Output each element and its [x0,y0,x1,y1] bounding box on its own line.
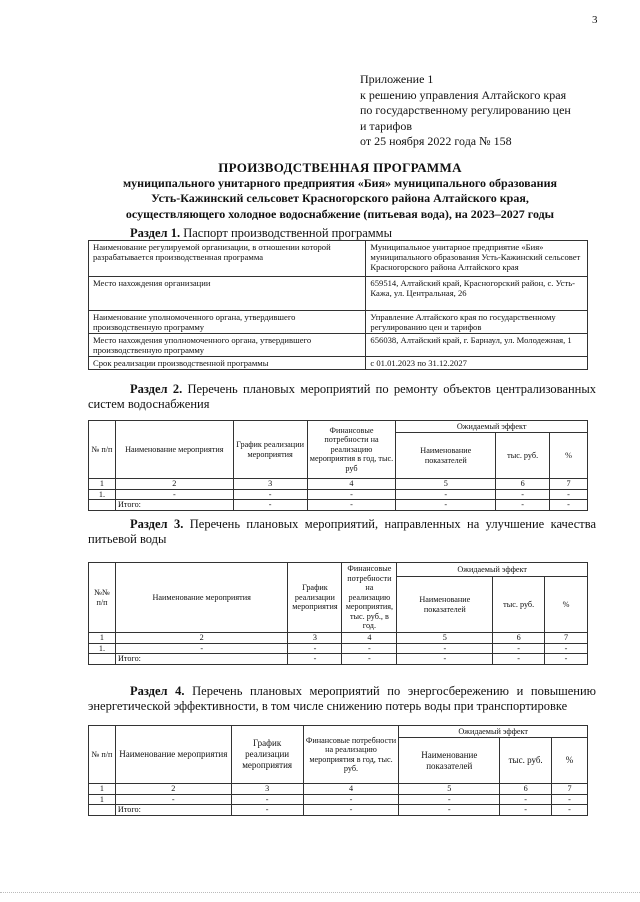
section3-label: Раздел 3. [130,517,184,531]
title-line-3: Усть-Кажинский сельсовет Красногорского района Алтайского края, [151,191,529,205]
table-cell: - [493,654,545,665]
table-cell: - [233,489,307,500]
column-number: 7 [545,633,588,644]
table-cell: - [399,805,500,816]
column-number: 3 [288,633,342,644]
table-cell: - [303,805,399,816]
header-effect: Ожидаемый эффект [399,726,588,738]
passport-table [88,240,588,370]
appendix-line: и тарифов [360,118,413,133]
section1-heading [130,226,392,241]
table-cell: 659514, Алтайский край, Красногорский район, с. Усть-Кажа, ул. Центральная, 26 [366,277,588,311]
column-number: 6 [493,633,545,644]
header-indicators: Наименование показателей [399,738,500,784]
header-name: Наименование мероприятия [115,726,231,784]
table-row [89,489,588,500]
header-num: №№ п/п [89,563,116,633]
table-row [89,643,588,654]
header-thousand: тыс. руб. [496,433,550,479]
section1-label: Раздел 1. [130,226,181,240]
table-cell: - [288,643,342,654]
table-cell: Наименование уполномоченного органа, утвердившего производственную программу [89,311,366,334]
section4-table [88,725,588,816]
table-cell: - [396,489,496,500]
table-row-total [89,500,588,511]
table-cell: - [550,489,588,500]
column-number: 4 [307,479,396,490]
table-cell: - [307,489,396,500]
table-cell: 1. [89,643,116,654]
section3-heading [88,517,596,547]
header-name: Наименование мероприятия [115,563,288,633]
column-number: 5 [399,784,500,795]
column-number: 1 [89,633,116,644]
title-line-1: ПРОИЗВОДСТВЕННАЯ ПРОГРАММА [218,160,462,175]
table-cell: - [231,794,303,805]
header-num: № п/п [89,726,116,784]
section2-table [88,420,588,511]
table-cell: - [231,805,303,816]
table-cell: Место нахождения организации [89,277,366,311]
header-thousand: тыс. руб. [493,577,545,633]
column-number: 5 [396,479,496,490]
header-finance: Финансовые потребности на реализацию мероприятия, тыс. руб., в год. [342,563,397,633]
page-bottom-divider [0,892,640,893]
title-line-2: муниципального унитарного предприятия «Бия» муниципального образования [123,175,557,190]
page-number: 3 [592,14,598,26]
empty-cell [89,500,116,511]
table-cell: - [545,654,588,665]
column-number: 7 [552,784,588,795]
column-number: 1 [89,784,116,795]
table-cell: - [399,794,500,805]
table-cell: - [396,500,496,511]
column-number: 2 [115,784,231,795]
document-title [60,160,620,222]
column-number: 2 [115,479,233,490]
table-cell: - [545,643,588,654]
section2-text: Перечень плановых мероприятий по ремонту объектов централизованных систем водоснабжения [88,382,596,411]
table-row-total [89,805,588,816]
column-number: 6 [496,479,550,490]
column-number: 4 [342,633,397,644]
column-number: 2 [115,633,288,644]
header-percent: % [552,738,588,784]
table-row [89,311,588,334]
table-cell: Наименование регулируемой организации, в отношении которой разрабатывается производственная программа [89,241,366,277]
table-cell: - [288,654,342,665]
empty-cell [89,654,116,665]
table-row [89,794,588,805]
table-cell: - [303,794,399,805]
table-cell: - [493,643,545,654]
table-cell: - [496,489,550,500]
section2-heading [88,382,596,412]
appendix-line: от 25 ноября 2022 года № 158 [360,134,512,148]
table-cell: - [307,500,396,511]
table-cell: - [496,500,550,511]
section4-heading [88,684,596,714]
column-number: 1 [89,479,116,490]
table-cell: с 01.01.2023 по 31.12.2027 [366,357,588,370]
table-cell: - [115,489,233,500]
total-label: Итого: [115,500,233,511]
total-label: Итого: [115,654,288,665]
header-thousand: тыс. руб. [500,738,552,784]
table-cell: Место нахождения уполномоченного органа, утвердившего производственную программу [89,334,366,357]
table-cell: - [115,643,288,654]
table-cell: Муниципальное унитарное предприятие «Бия» муниципального образования Усть-Кажинский сельсовет Красногорского района Алтайского края [366,241,588,277]
table-cell: - [500,794,552,805]
section3-table [88,562,588,665]
header-schedule: График реализации мероприятия [288,563,342,633]
table-row [89,633,588,644]
section1-text: Паспорт производственной программы [183,226,392,240]
table-cell: - [342,654,397,665]
header-effect: Ожидаемый эффект [396,421,588,433]
table-cell: 1. [89,489,116,500]
table-cell: - [397,643,493,654]
table-cell: - [500,805,552,816]
empty-cell [89,805,116,816]
header-effect: Ожидаемый эффект [397,563,588,577]
table-cell: - [233,500,307,511]
column-number: 7 [550,479,588,490]
total-label: Итого: [115,805,231,816]
appendix-line: Приложение 1 [360,72,434,86]
section4-label: Раздел 4. [130,684,185,698]
column-number: 5 [397,633,493,644]
header-name: Наименование мероприятия [115,421,233,479]
title-line-4: осуществляющего холодное водоснабжение (питьевая вода), на 2023–2027 годы [125,206,555,221]
table-cell: - [552,794,588,805]
column-number: 3 [231,784,303,795]
table-row [89,784,588,795]
header-indicators: Наименование показателей [396,433,496,479]
table-cell: 656038, Алтайский край, г. Барнаул, ул. Молодежная, 1 [366,334,588,357]
table-cell: Управление Алтайского края по государственному регулированию цен и тарифов [366,311,588,334]
header-percent: % [545,577,588,633]
column-number: 6 [500,784,552,795]
appendix-line: к решению управления Алтайского края [360,87,567,102]
header-percent: % [550,433,588,479]
table-row [89,241,588,277]
table-row [89,479,588,490]
header-schedule: График реализации мероприятия [231,726,303,784]
table-cell: - [552,805,588,816]
section2-label: Раздел 2. [130,382,183,396]
table-cell: - [397,654,493,665]
table-cell: 1 [89,794,116,805]
table-row [89,334,588,357]
appendix-line: по государственному регулированию цен [360,103,571,117]
table-cell: Срок реализации производственной программы [89,357,366,370]
table-row [89,277,588,311]
section3-text: Перечень плановых мероприятий, направленных на улучшение качества питьевой воды [88,517,596,546]
appendix-block [360,72,571,150]
section4-text: Перечень плановых мероприятий по энергосбережению и повышению энергетической эффективности, в том числе снижению потерь воды при транспортировке [88,684,597,713]
header-num: № п/п [89,421,116,479]
header-indicators: Наименование показателей [397,577,493,633]
table-row-total [89,654,588,665]
table-cell: - [550,500,588,511]
header-finance: Финансовые потребности на реализацию мероприятия в год, тыс. руб. [303,726,399,784]
table-row [89,357,588,370]
table-cell: - [115,794,231,805]
header-finance: Финансовые потребности на реализацию мероприятия в год, тыс. руб [307,421,396,479]
table-cell: - [342,643,397,654]
column-number: 4 [303,784,399,795]
column-number: 3 [233,479,307,490]
header-schedule: График реализации мероприятия [233,421,307,479]
